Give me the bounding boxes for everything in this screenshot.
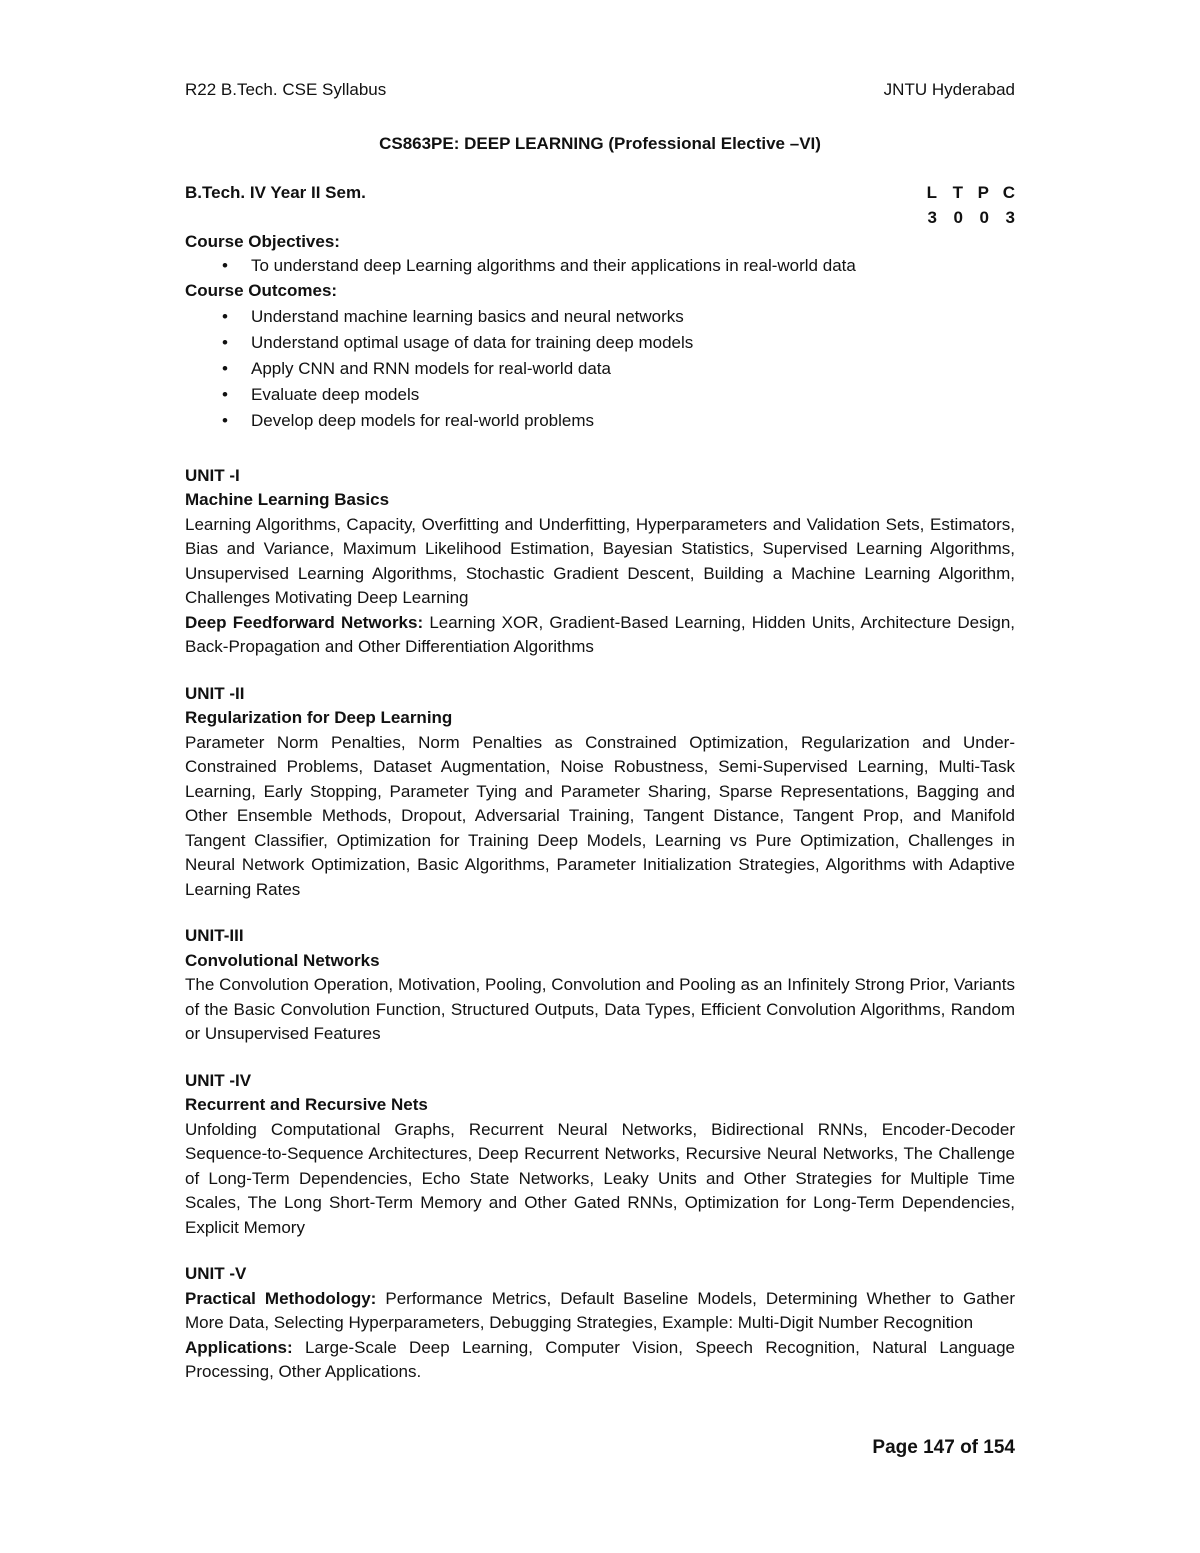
unit-2 (185, 682, 1015, 903)
list-item: • Evaluate deep models (185, 383, 1015, 408)
header-left: R22 B.Tech. CSE Syllabus (185, 80, 387, 99)
page-number: Page 147 of 154 (872, 1437, 1015, 1458)
unit-title: Machine Learning Basics (185, 490, 390, 509)
ltpc-table (911, 181, 1015, 230)
list-item: • Apply CNN and RNN models for real-world data (185, 357, 1015, 382)
ltpc-value-row (911, 206, 1015, 231)
objectives-heading: Course Objectives: (185, 231, 340, 251)
subsection-text: Large-Scale Deep Learning, Computer Vision, Speech Recognition, Natural Language Processing, Other Applications. (185, 1337, 1015, 1381)
semester-label: B.Tech. IV Year II Sem. (185, 183, 366, 202)
list-item: • Understand optimal usage of data for training deep models (185, 331, 1015, 356)
content (185, 181, 1015, 1385)
ltpc-header: L (926, 183, 937, 202)
ltpc-header: C (1002, 183, 1015, 202)
outcomes-heading: Course Outcomes: (185, 280, 338, 300)
header-right: JNTU Hyderabad (883, 80, 1015, 99)
subsection-heading: Applications: (185, 1337, 293, 1357)
ltpc-header: P (977, 183, 989, 202)
unit-subsection (185, 1336, 1015, 1385)
unit-text: The Convolution Operation, Motivation, Pooling, Convolution and Pooling as an Infinitely Strong Prior, Variants of the Basic Convolution Function, Structured Outputs, Data Types, Efficient Convolution Algorithms, Random or Unsupervised Features (185, 975, 1015, 1043)
unit-text: Unfolding Computational Graphs, Recurrent Neural Networks, Bidirectional RNNs, Encoder-Decoder Sequence-to-Sequence Architectures, Deep Recurrent Networks, Recursive Neural Networks, The Challenge of Long-Term Dependencies, Echo State Networks, Leaky Units and Other Strategies for Multiple Time Scales, The Long Short-Term Memory and Other Gated RNNs, Optimization for Long-Term Dependencies, Explicit Memory (185, 1119, 1015, 1237)
unit-subsection (185, 611, 1015, 660)
objectives-list (185, 254, 1015, 279)
ltpc-value: 0 (979, 207, 989, 227)
ltpc-value: 0 (953, 207, 963, 227)
ltpc-header: T (952, 183, 963, 202)
unit-subsection (185, 1287, 1015, 1336)
subsection-text: Learning XOR, Gradient-Based Learning, Hidden Units, Architecture Design, Back-Propagation and Other Differentiation Algorithms (185, 612, 1015, 656)
subsection-heading: Deep Feedforward Networks: (185, 612, 424, 632)
unit-title: Regularization for Deep Learning (185, 708, 453, 727)
semester-row (185, 181, 1015, 227)
unit-title: Recurrent and Recursive Nets (185, 1095, 428, 1114)
subsection-heading: Practical Methodology: (185, 1288, 377, 1308)
outcomes-list (185, 305, 1015, 434)
unit-label: UNIT-III (185, 926, 244, 945)
unit-label: UNIT -V (185, 1264, 247, 1283)
ltpc-value: 3 (1005, 207, 1015, 227)
unit-5 (185, 1262, 1015, 1385)
unit-text: Learning Algorithms, Capacity, Overfitting and Underfitting, Hyperparameters and Validation Sets, Estimators, Bias and Variance, Maximum Likelihood Estimation, Bayesian Statistics, Supervised Learning Algorithms, Unsupervised Learning Algorithms, Stochastic Gradient Descent, Building a Machine Learning Algorithm, Challenges Motivating Deep Learning (185, 514, 1015, 607)
unit-text: Parameter Norm Penalties, Norm Penalties as Constrained Optimization, Regularization and Under-Constrained Problems, Dataset Augmentation, Noise Robustness, Semi-Supervised Learning, Multi-Task Learning, Early Stopping, Parameter Tying and Parameter Sharing, Sparse Representations, Bagging and Other Ensemble Methods, Dropout, Adversarial Training, Tangent Distance, Tangent Prop, and Manifold Tangent Classifier, Optimization for Training Deep Models, Learning vs Pure Optimization, Challenges in Neural Network Optimization, Basic Algorithms, Parameter Initialization Strategies, Algorithms with Adaptive Learning Rates (185, 732, 1015, 899)
list-item: • To understand deep Learning algorithms and their applications in real-world data (185, 254, 1015, 279)
unit-label: UNIT -IV (185, 1070, 252, 1090)
list-item: • Develop deep models for real-world problems (185, 409, 1015, 434)
unit-3 (185, 924, 1015, 1047)
list-item: • Understand machine learning basics and neural networks (185, 305, 1015, 330)
course-title: CS863PE: DEEP LEARNING (Professional Elective –VI) (379, 134, 821, 153)
ltpc-header-row (911, 181, 1015, 206)
unit-4 (185, 1069, 1015, 1241)
ltpc-value: 3 (927, 207, 937, 227)
unit-1 (185, 464, 1015, 660)
unit-label: UNIT -II (185, 683, 245, 703)
subsection-text: Performance Metrics, Default Baseline Models, Determining Whether to Gather More Data, Selecting Hyperparameters, Debugging Strategies, Example: Multi-Digit Number Recognition (185, 1288, 1015, 1332)
unit-label: UNIT -I (185, 465, 240, 485)
unit-title: Convolutional Networks (185, 950, 380, 970)
